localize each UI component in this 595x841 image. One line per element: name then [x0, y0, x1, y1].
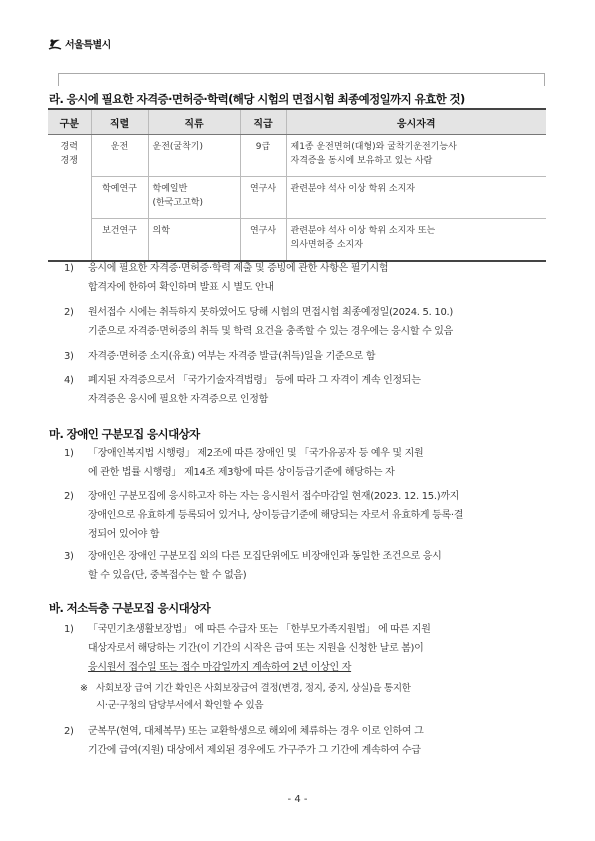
seoul-logo-icon — [48, 37, 62, 51]
page-number: - 4 - — [287, 794, 308, 805]
table-header-row — [48, 109, 546, 135]
qualification-cell: 관련분야 석사 이상 학위 소지자 또는 의사면허증 소지자 — [286, 219, 546, 261]
ma-note-3: 3) 장애인은 장애인 구분모집 외의 다른 모집단위에도 비장애인과 동일한 조건으로 응시 할 수 있음(단, 중복접수는 할 수 없음) — [64, 551, 442, 581]
header-series: 직렬 — [91, 109, 148, 135]
grade-cell: 연구사 — [240, 177, 286, 219]
seoul-logo — [48, 36, 111, 51]
ma-note-1: 1) 「장애인복지법 시행령」 제2조에 따른 장애인 및 「국가유공자 등 예우 및 지원 에 관한 법률 시행령」 제14조 제3항에 따른 상이등급기준에 해당하는 자 — [64, 448, 424, 478]
header-grade: 직급 — [240, 109, 286, 135]
section-ma-heading: 마. 장애인 구분모집 응시대상자 — [49, 427, 200, 441]
header-type: 직류 — [148, 109, 240, 135]
category-cell: 경력 경쟁 — [48, 135, 91, 261]
remark-mark: ※ — [80, 683, 88, 694]
series-cell: 학예연구 — [91, 177, 148, 219]
grade-cell: 9급 — [240, 135, 286, 177]
ba-note-2: 2) 군복무(현역, 대체복무) 또는 교환학생으로 해외에 체류하는 경우 이로 인하여 그 기간에 급여(지원) 대상에서 제외된 경우에도 가구주가 그 기간에 계속하여 수급 — [64, 726, 424, 756]
type-cell: 운전(굴착기) — [148, 135, 240, 177]
series-cell: 보건연구 — [91, 219, 148, 261]
ra-note-4: 4) 폐지된 자격증으로서 「국가기술자격법령」 등에 따라 그 자격이 계속 인정되는 자격증은 응시에 필요한 자격증으로 인정함 — [64, 375, 421, 405]
qualification-table — [48, 108, 546, 262]
ra-note-3: 3) 자격증·면허증 소지(유효) 여부는 자격증 발급(취득)일을 기준으로 함 — [64, 351, 376, 362]
ra-note-1: 1) 응시에 필요한 자격증·면허증·학력 제출 및 증빙에 관한 사항은 필기시험 합격자에 한하여 확인하며 발표 시 별도 안내 — [64, 263, 389, 293]
header-category: 구분 — [48, 109, 91, 135]
qualification-cell: 제1종 운전면허(대형)와 굴착기운전기능사 자격증을 동시에 보유하고 있는 사람 — [286, 135, 546, 177]
ba-remark: ※ 사회보장 급여 기간 확인은 사회보장급여 결정(변경, 정지, 중지, 상실)을 통지한 시·군·구청의 담당부서에서 확인할 수 있음 — [80, 680, 411, 714]
logo-text: 서울특별시 — [65, 40, 111, 51]
ra-note-2: 2) 원서접수 시에는 취득하지 못하였어도 당해 시험의 면접시험 최종예정일(2024. 5. 10.) 기준으로 자격증·면허증의 취득 및 학력 요건을 충족할 수 있는 경우에는 응시할 수 있음 — [64, 307, 454, 337]
section-ra-heading: 라. 응시에 필요한 자격증·면허증·학력(해당 시험의 면접시험 최종예정일까지 유효한 것) — [49, 92, 465, 106]
series-cell: 운전 — [91, 135, 148, 177]
table-row — [48, 135, 546, 177]
type-cell: 의학 — [148, 219, 240, 261]
table-row — [48, 177, 546, 219]
qualification-cell: 관련분야 석사 이상 학위 소지자 — [286, 177, 546, 219]
grade-cell: 연구사 — [240, 219, 286, 261]
section-divider-box — [58, 73, 545, 86]
type-cell: 학예일반 (한국고고학) — [148, 177, 240, 219]
section-ba-heading: 바. 저소득층 구분모집 응시대상자 — [49, 601, 211, 615]
header-qualification: 응시자격 — [286, 109, 546, 135]
ma-note-2: 2) 장애인 구분모집에 응시하고자 하는 자는 응시원서 접수마감일 현재(2023. 12. 15.)까지 장애인으로 유효하게 등록되어 있거나, 상이등급기준에 해당되는 자로서 유효하게 등록·결 정되어 있어야 함 — [64, 491, 464, 540]
ba-note-1: 1) 「국민기초생활보장법」 에 따른 수급자 또는 「한부모가족지원법」 에 따른 지원 대상자로서 해당하는 기간(이 기간의 시작은 급여 또는 지원을 신청한 날로 봄)이 응시원서 접수일 또는 접수 마감일까지 계속하여 2년 이상인 자 — [64, 624, 431, 673]
table-row — [48, 219, 546, 261]
